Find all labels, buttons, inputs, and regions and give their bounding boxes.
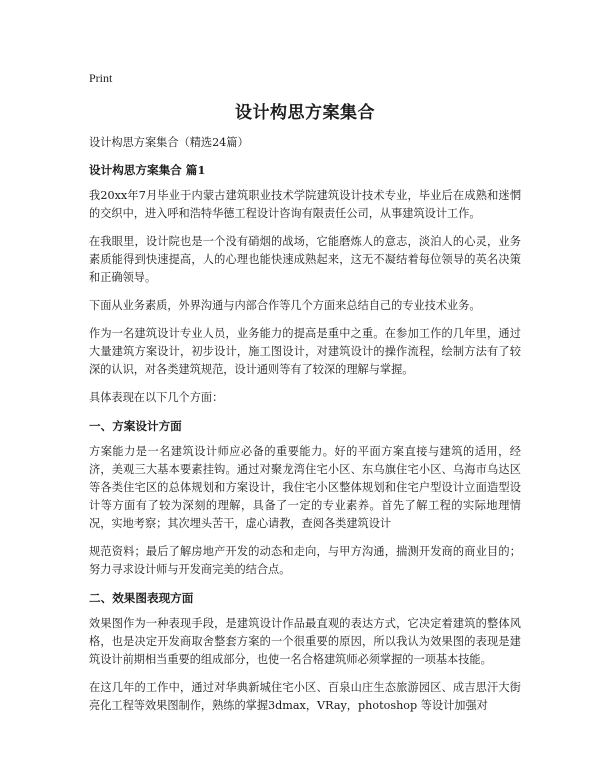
paragraph: 我20xx年7月毕业于内蒙古建筑职业技术学院建筑设计技术专业，毕业后在成熟和迷惘的交织中，进入呼和浩特华德工程设计咨询有限责任公司，从事建筑设计工作。 — [89, 189, 521, 220]
subsection-heading: 二、效果图表现方面 — [89, 591, 194, 605]
document-body — [89, 134, 521, 725]
paragraph: 规范资料；最后了解房地产开发的动态和走向，与甲方沟通，揣测开发商的商业目的；努力寻求设计师与开发商完美的结合点。 — [89, 545, 521, 576]
paragraph: 效果图作为一种表现手段，是建筑设计作品最直观的表达方式，它决定着建筑的整体风格，也是决定开发商取舍整套方案的一个很重要的原因，所以我认为效果图的表现是建筑设计前期相当重要的组成部分，也使一名合格建筑师必须掌握的一项基本技能。 — [89, 617, 521, 666]
paragraph: 具体表现在以下几个方面： — [89, 391, 224, 404]
paragraph: 方案能力是一名建筑设计师应必备的重要能力。好的平面方案直接与建筑的适用，经济，美观三大基本要素挂钩。通过对聚龙湾住宅小区、东乌旗住宅小区、乌海市乌达区等各类住宅区的总体规划和方案设计，我住宅小区整体规划和住宅户型设计立面造型设计等方面有了较为深刻的理解，具备了一定的专业素养。首先了解工程的实际地理情况，实地考察；其次埋头苦干，虚心请教，查阅各类建筑设计 — [89, 445, 521, 530]
paragraph: 作为一名建筑设计专业人员，业务能力的提高是重中之重。在参加工作的几年里，通过大量建筑方案设计，初步设计，施工图设计，对建筑设计的操作流程，绘制方法有了较深的认识，对各类建筑规范，设计通则等有了较深的理解与掌握。 — [89, 327, 521, 376]
paragraph: 下面从业务素质，外界沟通与内部合作等几个方面来总结自己的专业技术业务。 — [89, 299, 481, 312]
paragraph: 在这几年的工作中，通过对华典新城住宅小区、百泉山庄生态旅游园区、成吉思汗大街亮化工程等效果图制作，熟练的掌握3dmax，VRay，photoshop 等设计加强对 — [89, 681, 521, 712]
document-title: 设计构思方案集合 — [235, 103, 375, 123]
paragraph: 在我眼里，设计院也是一个没有硝烟的战场，它能磨炼人的意志，淡泊人的心灵，业务素质能得到快速提高，人的心理也能快速成熟起来，这无不凝结着每位领导的英名决策和正确领导。 — [89, 235, 521, 284]
section-heading: 设计构思方案集合 篇1 — [89, 163, 206, 177]
subsection-heading: 一、方案设计方面 — [89, 419, 182, 433]
document-subtitle: 设计构思方案集合（精选24篇） — [89, 136, 249, 149]
print-label: Print — [89, 71, 113, 85]
